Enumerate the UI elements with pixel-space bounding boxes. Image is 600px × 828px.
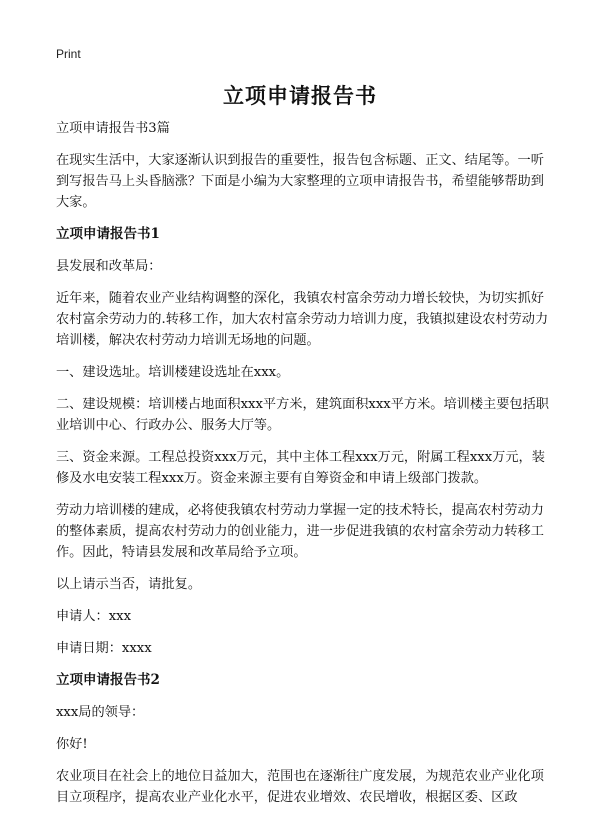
background-paragraph: 近年来，随着农业产业结构调整的深化，我镇农村富余劳动力增长较快，为切实抓好农村富余劳动力的.转移工作，加大农村富余劳动力培训力度，我镇拟建设农村劳动力培训楼，解决农村劳动力培训无场地的问题。 [56, 291, 549, 348]
purpose-paragraph: 劳动力培训楼的建成，必将使我镇农村劳动力掌握一定的技术特长，提高农村劳动力的整体素质，提高农村劳动力的创业能力，进一步促进我镇的农村富余劳动力转移工作。因此，特请县发展和改革局给予立项。 [56, 503, 544, 560]
scale-paragraph: 二、建设规模：培训楼占地面积xxx平方米，建筑面积xxx平方米。培训楼主要包括职业培训中心、行政办公、服务大厅等。 [56, 397, 549, 433]
addressee-paragraph-2: xxx局的领导： [56, 705, 145, 720]
funding-paragraph: 三、资金来源。工程总投资xxx万元，其中主体工程xxx万元，附属工程xxx万元，装修及水电安装工程xxx万。资金来源主要有自筹资金和申请上级部门拨款。 [56, 450, 545, 486]
intro-paragraph: 在现实生活中，大家逐渐认识到报告的重要性，报告包含标题、正文、结尾等。一听到写报告马上头昏脑涨？下面是小编为大家整理的立项申请报告书，希望能够帮助到大家。 [56, 153, 544, 210]
request-paragraph: 以上请示当否，请批复。 [56, 577, 202, 592]
site-paragraph: 一、建设选址。培训楼建设选址在xxx。 [56, 365, 290, 380]
section-heading-1: 立项申请报告书1 [56, 226, 160, 242]
addressee-paragraph: 县发展和改革局： [56, 259, 162, 274]
section-heading-2: 立项申请报告书2 [56, 672, 160, 688]
application-date-line: 申请日期：xxxx [56, 641, 152, 656]
document-body [56, 118, 556, 819]
print-link[interactable]: Print [56, 47, 81, 61]
applicant-line: 申请人：xxx [56, 609, 132, 624]
project-paragraph: 农业项目在社会上的地位日益加大，范围也在逐渐往广度发展，为规范农业产业化项目立项程序，提高农业产业化水平，促进农业增效、农民增收，根据区委、区政 [56, 769, 544, 805]
greeting-paragraph: 你好! [56, 737, 88, 752]
document-title: 立项申请报告书 [223, 83, 377, 108]
document-subtitle: 立项申请报告书3篇 [56, 121, 170, 136]
